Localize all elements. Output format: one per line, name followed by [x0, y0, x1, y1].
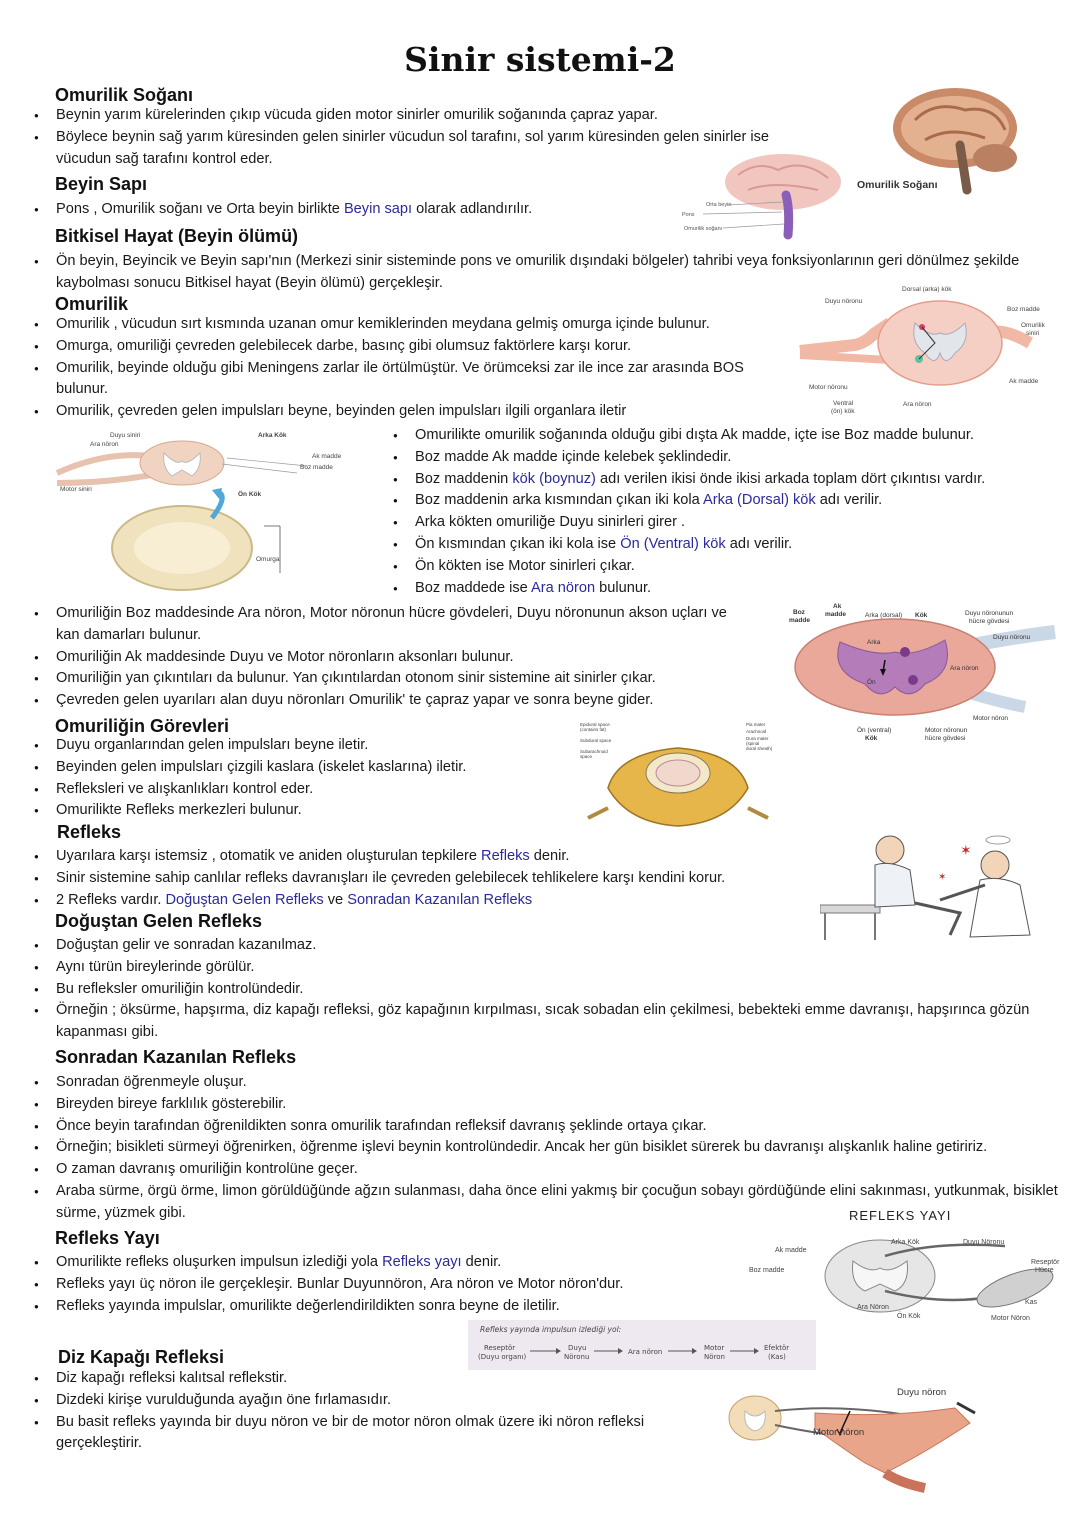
list-item: ● Dizdeki kirişe vurulduğunda ayağın öne fırlamasıdır.: [32, 1390, 712, 1412]
svg-text:Arka Kök: Arka Kök: [258, 432, 287, 439]
svg-text:Ventral: Ventral: [833, 400, 854, 407]
svg-text:Boz: Boz: [793, 609, 805, 616]
star-icon: ✶: [938, 872, 947, 883]
list-item: ● Önce beyin tarafından öğrenildikten sonra omurilik tarafından refleksif davranış şeklinde ortaya çıkar.: [32, 1116, 1072, 1138]
svg-text:Nöronu: Nöronu: [564, 1353, 590, 1361]
list-item: ● Refleksleri ve alışkanlıkları kontrol eder.: [32, 779, 592, 801]
cerebellum-shape: [973, 144, 1017, 172]
svg-text:Arka: Arka: [867, 639, 881, 646]
list-item: ● Araba sürme, örgü örme, limon görüldüğünde ağzın sulanması, daha önce elini yakmış bir çocuğun sobayı gördüğünde elini sakınması, yutkunmak, bisiklet sürme, yüzmek gibi.: [32, 1181, 1072, 1225]
svg-text:Arka (dorsal): Arka (dorsal): [865, 612, 903, 619]
heading-omurilik: Omurilik: [55, 294, 129, 314]
hammer-icon: [957, 1403, 975, 1413]
list-item: ● Ön kökten ise Motor sinirleri çıkar.: [391, 556, 1071, 578]
list-refleks: [32, 846, 822, 911]
svg-text:Duyu Nöronu: Duyu Nöronu: [963, 1239, 1005, 1246]
list-refleks-yayi: [32, 1252, 732, 1317]
svg-text:Ak madde: Ak madde: [775, 1247, 807, 1254]
svg-text:Epidural space: Epidural space: [580, 722, 610, 727]
svg-text:Arachnoid: Arachnoid: [746, 729, 767, 734]
svg-text:Pia mater: Pia mater: [746, 722, 766, 727]
heading-diz-kapagi: Diz Kapağı Refleksi: [58, 1347, 225, 1367]
svg-text:dural sheath): dural sheath): [746, 746, 773, 751]
svg-text:Ara nöron: Ara nöron: [950, 665, 979, 672]
list-item: ● Omuriliğin Ak maddesinde Duyu ve Motor nöronların aksonları bulunur.: [32, 647, 732, 669]
list-item: ● Omurilik, çevreden gelen impulsları beyne, beyinden gelen impulsları ilgili organlara iletir: [32, 401, 792, 423]
svg-text:Efektör: Efektör: [764, 1344, 790, 1352]
spinal-cross-section-1: [795, 283, 1055, 423]
brain-sagittal-figure: [855, 80, 1070, 195]
list-item: ● 2 Refleks vardır. Doğuştan Gelen Refleks ve Sonradan Kazanılan Refleks: [32, 890, 822, 912]
svg-text:madde: madde: [825, 611, 846, 618]
svg-text:Ara nöron: Ara nöron: [90, 441, 119, 448]
heading-beyin-sapi: Beyin Sapı: [55, 174, 148, 194]
svg-text:Boz madde: Boz madde: [300, 464, 333, 471]
list-item: ● Beyinden gelen impulsları çizgili kaslara (iskelet kaslarına) iletir.: [32, 757, 592, 779]
list-item: ● Duyu organlarından gelen impulsları beyne iletir.: [32, 735, 592, 757]
list-dogustan: [32, 935, 1062, 1044]
svg-text:Pons: Pons: [682, 212, 695, 218]
svg-text:Ön Kök: Ön Kök: [897, 1313, 921, 1320]
list-item: ● Böylece beynin sağ yarım küresinden gelen sinirler vücudun sol tarafını, sol yarım küresinden gelen sinirler ise vücudun sağ tarafını kontrol eder.: [32, 127, 812, 171]
list-gorevler: [32, 735, 592, 822]
svg-text:Kök: Kök: [915, 612, 928, 619]
svg-text:Ak: Ak: [833, 603, 842, 610]
svg-text:Boz madde: Boz madde: [749, 1267, 785, 1274]
svg-text:hücre gövdesi: hücre gövdesi: [969, 618, 1010, 625]
reflex-arc-title: REFLEKS YAYI: [849, 1208, 952, 1223]
svg-text:Arka Kök: Arka Kök: [891, 1239, 920, 1246]
svg-text:Duyu nöronu: Duyu nöronu: [993, 634, 1031, 641]
list-beyin-sapi: [32, 199, 712, 221]
svg-text:Ön: Ön: [867, 679, 876, 686]
svg-text:Ara nöron: Ara nöron: [628, 1348, 663, 1356]
doctor-head: [981, 851, 1009, 879]
list-item: ● Örneğin ; öksürme, hapşırma, diz kapağı refleksi, göz kapağının kırpılması, sıcak sobadan elin çekilmesi, bebekteki emme davranışı, hapşırıncа gözün kapanması gibi.: [32, 1000, 1062, 1044]
svg-text:Reseptör: Reseptör: [484, 1344, 516, 1352]
svg-text:Duyu nöronunun: Duyu nöronunun: [965, 610, 1014, 617]
svg-text:Nöron: Nöron: [704, 1353, 725, 1361]
svg-text:Kök: Kök: [865, 735, 878, 742]
list-diz-kapagi: [32, 1368, 712, 1455]
svg-text:Subdural space: Subdural space: [580, 738, 612, 743]
leg-shape: [815, 1408, 970, 1473]
heading-gorevler: Omuriliğin Görevleri: [55, 716, 230, 736]
list-item: ● Omurilik , vücudun sırt kısmında uzanan omur kemiklerinden meydana gelmiş omurga içinde bulunur.: [32, 314, 792, 336]
svg-text:Duyu siniri: Duyu siniri: [110, 432, 141, 439]
list-item: ● Çevreden gelen uyarıları alan duyu nöronları Omurilik' te çapraz yapar ve sonra beyne gider.: [32, 690, 732, 712]
vertebra-figure: [52, 428, 387, 603]
reflex-arc-figure: [745, 1206, 1065, 1324]
list-item: ● Arka kökten omuriliğe Duyu sinirleri girer .: [391, 512, 1071, 534]
svg-text:Boz madde: Boz madde: [1007, 306, 1040, 313]
svg-text:Ak madde: Ak madde: [312, 453, 342, 460]
list-item: ● Omurilikte omurilik soğanında olduğu gibi dışta Ak madde, içte ise Boz madde bulunur.: [391, 425, 1071, 447]
list-item: ● Boz maddenin arka kısmından çıkan iki kola Arka (Dorsal) kök adı verilir.: [391, 490, 1071, 512]
knee-reflex-figure: [725, 1383, 985, 1493]
svg-text:hücre gövdesi: hücre gövdesi: [925, 735, 966, 742]
svg-text:(spinal: (spinal: [746, 741, 760, 746]
list-item: ● Bireyden bireye farklılık gösterebilir.: [32, 1094, 1072, 1116]
list-omurilik-more: [32, 603, 732, 712]
list-item: ● Bu basit refleks yayında bir duyu nöron ve bir de motor nöron olmak üzere iki nöron refleksi gerçekleştirir.: [32, 1412, 712, 1456]
list-item: ● Omuriliğin yan çıkıntıları da bulunur. Yan çıkıntılardan otonom sinir sistemine ait sinirler çıkar.: [32, 668, 732, 690]
svg-text:space: space: [580, 754, 593, 759]
list-item: ● Omurilikte refleks oluşurken impulsun izlediği yola Refleks yayı denir.: [32, 1252, 732, 1274]
svg-text:(ön) kök: (ön) kök: [831, 408, 855, 415]
list-item: ● Uyarılara karşı istemsiz , otomatik ve aniden oluşturulan tepkilere Refleks denir.: [32, 846, 822, 868]
svg-text:Hücre: Hücre: [1035, 1267, 1054, 1274]
svg-text:Ara nöron: Ara nöron: [903, 401, 932, 408]
list-item: ● Ön kısmından çıkan iki kola ise Ön (Ventral) kök adı verilir.: [391, 534, 1071, 556]
svg-text:Kas: Kas: [1025, 1299, 1038, 1306]
svg-text:Motor nöron: Motor nöron: [973, 715, 1009, 722]
list-item: ● Aynı türün bireylerinde görülür.: [32, 957, 1062, 979]
list-item: ● Omurilikte Refleks merkezleri bulunur.: [32, 800, 592, 822]
svg-text:Ak madde: Ak madde: [1009, 378, 1039, 385]
list-sonradan: [32, 1072, 1072, 1225]
list-item: ● Sinir sistemine sahip canlılar refleks davranışları ile çevreden gelebilecek tehlikelere karşı kendini korur.: [32, 868, 822, 890]
heading-bitkisel-hayat: Bitkisel Hayat (Beyin ölümü): [55, 226, 299, 246]
list-item: ● Bu refleksler omuriliğin kontrolündedir.: [32, 979, 1062, 1001]
patient-head: [876, 836, 904, 864]
heading-omurilik-sogani: Omurilik Soğanı: [55, 85, 194, 105]
list-item: ● Omuriliğin Boz maddesinde Ara nöron, Motor nöronun hücre gövdeleri, Duyu nöronunun akson uçları ve kan damarları bulunur.: [32, 603, 732, 647]
list-omurilik: [32, 314, 792, 423]
heading-refleks-yayi: Refleks Yayı: [55, 1228, 160, 1248]
svg-text:Motor: Motor: [704, 1344, 725, 1352]
svg-text:(Kas): (Kas): [768, 1353, 786, 1361]
doctor-knee-reflex-cartoon: [820, 825, 1050, 943]
reflex-flow-diagram: [468, 1320, 816, 1370]
svg-text:Motor nöron: Motor nöron: [813, 1427, 865, 1438]
star-icon: ✶: [960, 842, 972, 858]
svg-text:Ön Kök: Ön Kök: [238, 491, 262, 498]
svg-text:Duyu nöron: Duyu nöron: [897, 1387, 947, 1398]
svg-text:(contains fat): (contains fat): [580, 727, 607, 732]
svg-text:Dorsal (arka) kök: Dorsal (arka) kök: [902, 286, 952, 293]
list-item: ● O zaman davranış omuriliğin kontrolüne geçer.: [32, 1159, 1072, 1181]
svg-text:Ara Nöron: Ara Nöron: [857, 1304, 889, 1311]
list-item: ● Ön beyin, Beyincik ve Beyin sapı'nın (Merkezi sinir sisteminde pons ve omurilik dışındaki bölgeler) tahribi veya fonksiyonlarının geri dönülmez şekilde kaybolması sonucu Bitkisel hayat (Beyin ölümü) gerçekleşir.: [32, 251, 1057, 295]
svg-text:Motor siniri: Motor siniri: [60, 486, 92, 493]
svg-text:Motor nöronun: Motor nöronun: [925, 727, 968, 734]
list-omurilik-right: [391, 425, 1071, 599]
svg-text:Duyu nöronu: Duyu nöronu: [825, 298, 863, 305]
list-item: ● Refleks yayı üç nöron ile gerçekleşir. Bunlar Duyunnöron, Ara nöron ve Motor nöron'dur.: [32, 1274, 732, 1296]
svg-text:Motor Nöron: Motor Nöron: [991, 1315, 1030, 1322]
brainstem-figure: [678, 150, 848, 240]
svg-text:(Duyu organı): (Duyu organı): [478, 1353, 527, 1361]
list-item: ● Boz maddenin kök (boynuz) adı verilen ikisi önde ikisi arkada toplam dört çıkıntısı vardır.: [391, 469, 1071, 491]
list-item: ● Pons , Omurilik soğanı ve Orta beyin birlikte Beyin sapı olarak adlandırılır.: [32, 199, 712, 221]
list-item: ● Doğuştan gelir ve sonradan kazanılmaz.: [32, 935, 1062, 957]
svg-text:Omurilik soğanı: Omurilik soğanı: [684, 226, 723, 232]
svg-text:Omurilik: Omurilik: [1021, 322, 1045, 329]
halo-icon: [986, 836, 1010, 844]
list-item: ● Omurga, omuriliği çevreden gelebilecek darbe, basınç gibi olumsuz faktörlere karşı korur.: [32, 336, 792, 358]
label-omurilik-sogani: Omurilik Soğanı: [857, 179, 938, 191]
svg-text:Subarachnoid: Subarachnoid: [580, 749, 608, 754]
page-title: Sinir sistemi-2: [404, 40, 676, 79]
svg-text:Omurga: Omurga: [256, 556, 280, 563]
list-item: ● Beynin yarım kürelerinden çıkıp vücuda giden motor sinirler omurilik soğanında çapraz yapar.: [32, 105, 812, 127]
svg-text:Refleks yayında impulsun izled: Refleks yayında impulsun izlediği yol:: [480, 1325, 622, 1334]
brainstem-highlight: [786, 195, 789, 235]
svg-text:Motor nöronu: Motor nöronu: [809, 384, 848, 391]
list-item: ● Diz kapağı refleksi kalıtsal reflekstir.: [32, 1368, 712, 1390]
heading-dogustan: Doğuştan Gelen Refleks: [55, 911, 263, 931]
svg-text:siniri: siniri: [1026, 330, 1040, 337]
list-item: ● Örneğin; bisikleti sürmeyi öğrenirken, öğrenme işlevi beynin kontrolündedir. Ancak her gün bisiklet sürerek bu davranışı alışkanlık haline getiririz.: [32, 1137, 1072, 1159]
spinal-cross-section-2: [785, 602, 1065, 744]
svg-text:Ön (ventral): Ön (ventral): [857, 727, 892, 734]
svg-text:Orta beyin: Orta beyin: [706, 202, 732, 208]
svg-text:Duyu: Duyu: [568, 1344, 587, 1352]
heading-sonradan: Sonradan Kazanılan Refleks: [55, 1047, 297, 1067]
svg-text:Reseptör: Reseptör: [1031, 1259, 1060, 1266]
svg-text:madde: madde: [789, 617, 810, 624]
list-item: ● Sonradan öğrenmeyle oluşur.: [32, 1072, 1072, 1094]
meninges-figure: [578, 718, 778, 833]
list-item: ● Boz madde Ak madde içinde kelebek şeklindedir.: [391, 447, 1071, 469]
heading-refleks: Refleks: [57, 822, 122, 842]
list-item: ● Boz maddede ise Ara nöron bulunur.: [391, 578, 1071, 600]
svg-text:Dura mater: Dura mater: [746, 736, 769, 741]
list-item: ● Refleks yayında impulslar, omurilikte değerlendirildikten sonra beyne de iletilir.: [32, 1296, 732, 1318]
list-item: ● Omurilik, beyinde olduğu gibi Meningens zarlar ile örtülmüştür. Ve örümceksi zar ile ince zar arasında BOS bulunur.: [32, 358, 792, 402]
